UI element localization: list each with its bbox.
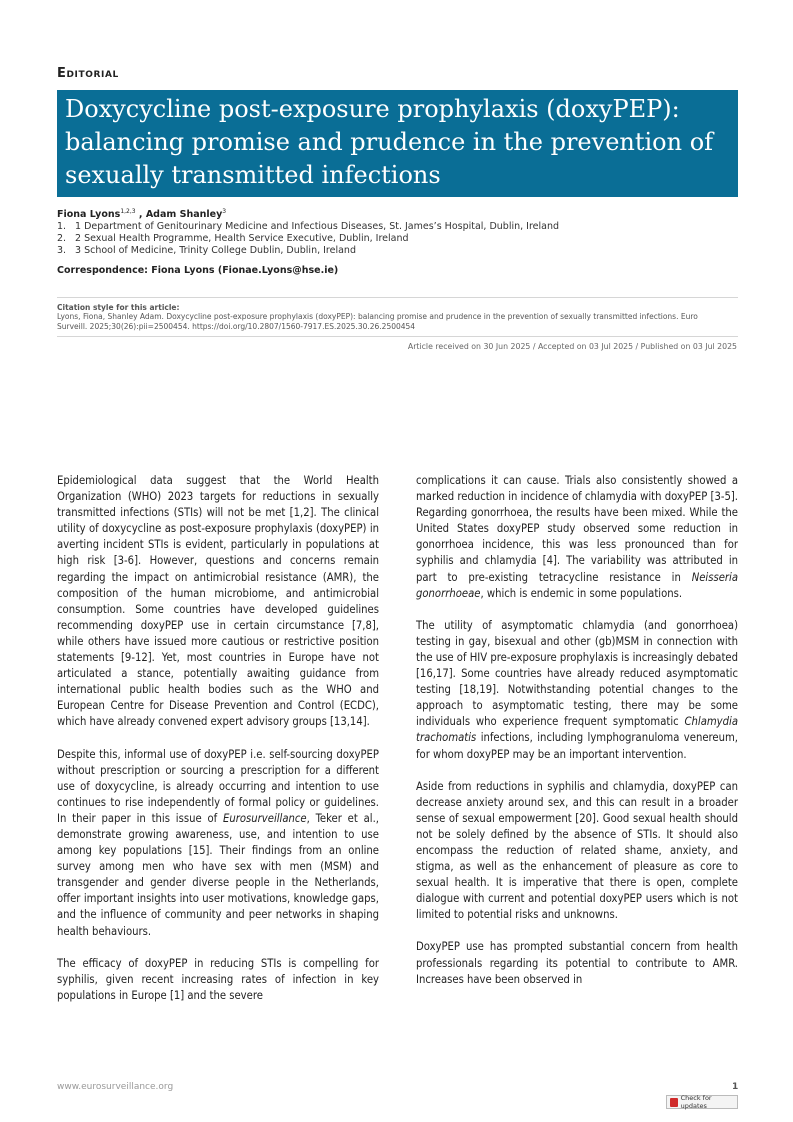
paragraph-text: Despite this, informal use of doxyPEP i.e. self-sourcing doxyPEP without prescription or sourcing a prescription for a different use of doxycycline, is already occurring and intention to use continues to rise independently of formal policy or guidelines. In their paper in this issue of bbox=[57, 747, 379, 825]
title-banner bbox=[57, 90, 738, 197]
body-paragraph bbox=[416, 779, 738, 924]
author-affil-marker: 3 bbox=[222, 208, 227, 215]
citation-heading: Citation style for this article: bbox=[57, 303, 180, 312]
affiliation-item bbox=[57, 221, 559, 233]
bookmark-icon bbox=[670, 1098, 678, 1107]
divider bbox=[57, 297, 738, 298]
paragraph-text: infections, including lymphogranuloma venereum, for whom doxyPEP may be an important intervention. bbox=[416, 731, 738, 761]
body-column-right bbox=[416, 473, 738, 1004]
affiliation-list bbox=[57, 221, 559, 257]
italic-term: Neisseria gonorrhoeae bbox=[416, 570, 738, 600]
author-name[interactable]: Adam Shanley bbox=[145, 209, 223, 221]
body-paragraph bbox=[57, 473, 379, 731]
paragraph-text: The utility of asymptomatic chlamydia (and gonorrhoea) testing in gay, bisexual and other (gb)MSM in connection with the use of HIV pre-exposure prophylaxis is increasingly debated [16,17]. Some countries have already reduced asymptomatic testing [18,19]. Notwithstanding potential changes to the approach to asymptomatic testing, there may be some individuals who experience frequent symptomatic bbox=[416, 618, 738, 729]
body-column-left bbox=[57, 473, 379, 1020]
author-name[interactable]: Fiona Lyons bbox=[57, 209, 121, 221]
section-label: Editorial bbox=[57, 66, 119, 81]
author-separator: , bbox=[135, 209, 146, 221]
article-title: Doxycycline post-exposure prophylaxis (doxyPEP): balancing promise and prudence in the prevention of sexually transmitted infections bbox=[65, 95, 714, 189]
paragraph-text: , which is endemic in some populations. bbox=[480, 586, 683, 600]
correspondence: Correspondence: Fiona Lyons (Fionae.Lyons@hse.ie) bbox=[57, 265, 339, 276]
affiliation-number: 2. bbox=[57, 233, 67, 244]
paragraph-text: The efficacy of doxyPEP in reducing STIs is compelling for syphilis, given recent increasing rates of infection in key populations in Europe [1] and the severe bbox=[57, 956, 379, 1002]
author-affil-marker: 1,2,3 bbox=[120, 208, 136, 215]
article-dates: Article received on 30 Jun 2025 / Accepted on 03 Jul 2025 / Published on 03 Jul 2025 bbox=[407, 342, 737, 351]
divider bbox=[57, 336, 738, 337]
affiliation-item bbox=[57, 233, 559, 245]
affiliation-text: 3 School of Medicine, Trinity College Dublin, Dublin, Ireland bbox=[75, 245, 356, 256]
page-number: 1 bbox=[732, 1082, 739, 1092]
affiliation-number: 3. bbox=[57, 245, 67, 256]
body-paragraph bbox=[57, 956, 379, 1004]
author-line bbox=[57, 208, 226, 220]
paragraph-text: , Teker et al., demonstrate growing awareness, use, and intention to use among key populations [15]. Their findings from an online survey among men who have sex with men (MSM) and transgender and gender diverse people in the Netherlands, offer important insights into user motivations, knowledge gaps, and the influence of community and peer networks in shaping health behaviours. bbox=[57, 811, 379, 938]
italic-term: Chlamydia trachomatis bbox=[416, 715, 738, 745]
paragraph-text: Aside from reductions in syphilis and chlamydia, doxyPEP can decrease anxiety around sex, and this can result in a broader sense of sexual empowerment [20]. Good sexual health should not be solely defined by the absence of STIs. It should also encompass the reduction of related shame, anxiety, and stigma, as well as the enhancement of pleasure as core to sexual health. It is imperative that there is open, complete dialogue with current and potential doxyPEP users which is not limited to potential risks and unknowns. bbox=[416, 779, 738, 922]
affiliation-text: 1 Department of Genitourinary Medicine and Infectious Diseases, St. James’s Hospital, Dublin, Ireland bbox=[75, 221, 560, 232]
footer-site-link[interactable]: www.eurosurveillance.org bbox=[57, 1082, 174, 1092]
paragraph-text: Epidemiological data suggest that the World Health Organization (WHO) 2023 targets for reductions in sexually transmitted infections (STIs) will not be met [1,2]. The clinical utility of doxycycline as post-exposure prophylaxis (doxyPEP) in averting incident STIs is evident, particularly in populations at high risk [3-6]. However, questions and concerns remain regarding the impact on antimicrobial resistance (AMR), the composition of the human microbiome, and antimicrobial consumption. Some countries have developed guidelines recommending doxyPEP use in certain circumstance [7,8], while others have issued more cautious or restrictive position statements [9-12]. Yet, most countries in Europe have not articulated a stance, potentially awaiting guidance from international public health bodies such as the WHO and European Centre for Disease Prevention and Control (ECDC), which have already convened expert advisory groups [13,14]. bbox=[57, 474, 379, 729]
body-paragraph bbox=[416, 473, 738, 602]
affiliation-number: 1. bbox=[57, 221, 67, 232]
body-paragraph bbox=[416, 939, 738, 987]
italic-term: Eurosurveillance bbox=[223, 811, 307, 825]
affiliation-item bbox=[57, 245, 559, 257]
affiliation-text: 2 Sexual Health Programme, Health Service Executive, Dublin, Ireland bbox=[75, 233, 409, 244]
citation-text: Lyons, Fiona, Shanley Adam. Doxycycline post-exposure prophylaxis (doxyPEP): balancing promise and prudence in the prevention of sexually transmitted infections. Euro Surveill. 2025;30(26):pii=2500454. https://doi.org/10.2807/1560-7917.ES.2025.30.26.2500454 bbox=[57, 312, 698, 331]
paragraph-text: DoxyPEP use has prompted substantial concern from health professionals regarding its potential to contribute to AMR. Increases have been observed in bbox=[416, 940, 738, 986]
paragraph-text: complications it can cause. Trials also consistently showed a marked reduction in incidence of chlamydia with doxyPEP [3-5]. Regarding gonorrhoea, the results have been mixed. While the United States doxyPEP study observed some reduction in gonorrhoea incidence, this was less pronounced than for syphilis and chlamydia [4]. The variability was attributed in part to pre-existing tetracycline resistance in bbox=[416, 474, 738, 584]
check-for-updates-button[interactable] bbox=[666, 1095, 738, 1109]
body-paragraph bbox=[57, 747, 379, 940]
update-badge-label: Check for updates bbox=[680, 1094, 712, 1110]
body-paragraph bbox=[416, 618, 738, 763]
